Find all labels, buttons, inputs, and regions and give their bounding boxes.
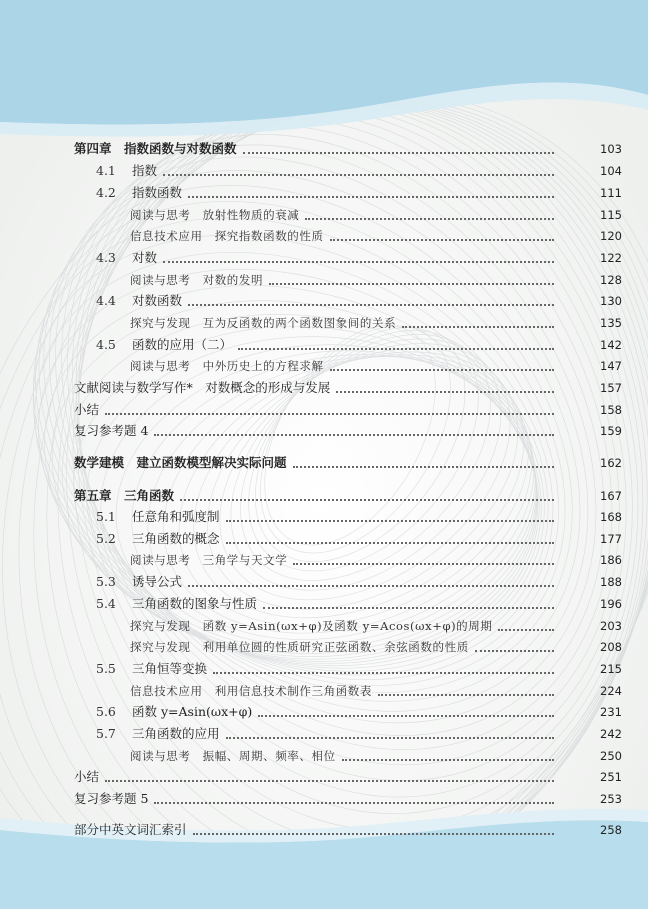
dot-leader	[188, 584, 554, 587]
dot-leader	[330, 238, 554, 241]
entry-title: 信息技术应用 利用信息技术制作三角函数表	[130, 684, 372, 698]
section-number: 4.2	[96, 185, 116, 200]
page-number: 135	[600, 316, 622, 330]
page-number: 242	[600, 727, 622, 741]
dot-leader	[193, 832, 554, 835]
page-number: 251	[600, 770, 622, 784]
toc-entry[interactable]	[0, 485, 648, 507]
page-number: 111	[600, 186, 622, 200]
page-number: 122	[600, 251, 622, 265]
section-number: 4.1	[96, 163, 116, 178]
entry-title: 函数 y=Asin(ωx+φ)	[132, 704, 253, 719]
dot-leader	[243, 151, 554, 154]
dot-leader	[238, 347, 554, 350]
page-number: 231	[600, 705, 622, 719]
page-number: 188	[600, 575, 622, 589]
dot-leader	[263, 606, 554, 609]
page-number: 168	[600, 510, 622, 524]
page-number: 130	[600, 294, 622, 308]
dot-leader	[163, 173, 554, 176]
toc-entry[interactable]	[0, 377, 648, 399]
dot-leader	[258, 714, 554, 717]
toc-entry[interactable]	[0, 312, 648, 334]
toc-entry[interactable]	[0, 290, 648, 312]
dot-leader	[154, 801, 554, 804]
toc-entry[interactable]	[0, 788, 648, 810]
entry-title: 阅读与思考 放射性物质的衰减	[130, 208, 300, 222]
page-number: 159	[600, 424, 622, 438]
entry-title: 阅读与思考 对数的发明	[130, 273, 264, 287]
toc-entry[interactable]	[0, 615, 648, 637]
entry-title: 信息技术应用 探究指数函数的性质	[130, 229, 324, 243]
toc-entry[interactable]	[0, 452, 648, 474]
dot-leader	[378, 693, 554, 696]
page-number: 128	[600, 273, 622, 287]
toc-entry[interactable]	[0, 334, 648, 356]
section-number: 5.7	[96, 726, 116, 741]
toc-entry[interactable]	[0, 593, 648, 615]
page-number: 186	[600, 553, 622, 567]
entry-title: 三角函数的概念	[132, 531, 220, 546]
page-number: 203	[600, 619, 622, 633]
dot-leader	[226, 519, 554, 522]
entry-title: 复习参考题 4	[74, 423, 149, 438]
toc-entry[interactable]	[0, 269, 648, 291]
toc-entry[interactable]	[0, 723, 648, 745]
page-number: 215	[600, 662, 622, 676]
entry-title: 对数	[132, 250, 158, 265]
dot-leader	[226, 541, 554, 544]
page-number: 177	[600, 532, 622, 546]
dot-leader	[180, 498, 554, 501]
entry-title: 第五章 三角函数	[74, 488, 175, 503]
toc-entry[interactable]	[0, 766, 648, 788]
toc-entry[interactable]	[0, 819, 648, 841]
toc-entry[interactable]	[0, 420, 648, 442]
dot-leader	[188, 303, 554, 306]
section-number: 5.6	[96, 704, 116, 719]
entry-title: 三角函数的应用	[132, 726, 220, 741]
page-number: 115	[600, 208, 622, 222]
entry-title: 对数函数	[132, 293, 183, 308]
toc-entry[interactable]	[0, 636, 648, 658]
section-number: 4.5	[96, 337, 116, 352]
toc-entry[interactable]	[0, 138, 648, 160]
entry-title: 阅读与思考 振幅、周期、频率、相位	[130, 749, 336, 763]
toc-entry[interactable]	[0, 549, 648, 571]
toc-entry[interactable]	[0, 355, 648, 377]
toc-entry[interactable]	[0, 658, 648, 680]
section-number: 5.3	[96, 574, 116, 589]
page-number: 157	[600, 381, 622, 395]
page-number: 224	[600, 684, 622, 698]
page-number: 162	[600, 456, 622, 470]
entry-title: 小结	[74, 402, 100, 417]
dot-leader	[336, 390, 554, 393]
section-number: 5.4	[96, 596, 116, 611]
entry-title: 探究与发现 互为反函数的两个函数图象间的关系	[130, 316, 397, 330]
page-number: 258	[600, 823, 622, 837]
section-number: 4.4	[96, 293, 116, 308]
dot-leader	[330, 368, 554, 371]
toc-entry[interactable]	[0, 701, 648, 723]
page-number: 250	[600, 749, 622, 763]
dot-leader	[293, 562, 554, 565]
page-number: 196	[600, 597, 622, 611]
page-number: 103	[600, 142, 622, 156]
section-number: 4.3	[96, 250, 116, 265]
entry-title: 阅读与思考 中外历史上的方程求解	[130, 359, 324, 373]
dot-leader	[475, 649, 554, 652]
toc-entry[interactable]	[0, 506, 648, 528]
dot-leader	[163, 260, 554, 263]
section-number: 5.2	[96, 531, 116, 546]
page-number: 120	[600, 229, 622, 243]
dot-leader	[105, 779, 554, 782]
toc-entry[interactable]	[0, 182, 648, 204]
dot-leader	[269, 282, 554, 285]
entry-title: 探究与发现 利用单位圆的性质研究正弦函数、余弦函数的性质	[130, 640, 469, 654]
dot-leader	[402, 325, 554, 328]
entry-title: 数学建模 建立函数模型解决实际问题	[74, 455, 287, 470]
entry-title: 诱导公式	[132, 574, 183, 589]
entry-title: 小结	[74, 769, 100, 784]
page-number: 167	[600, 489, 622, 503]
page-number: 104	[600, 164, 622, 178]
entry-title: 三角恒等变换	[132, 661, 208, 676]
section-number: 5.1	[96, 509, 116, 524]
dot-leader	[305, 217, 554, 220]
toc-entry[interactable]	[0, 680, 648, 702]
page-number: 142	[600, 338, 622, 352]
entry-title: 阅读与思考 三角学与天文学	[130, 553, 288, 567]
entry-title: 函数的应用（二）	[132, 337, 233, 352]
toc-entry[interactable]	[0, 247, 648, 269]
dot-leader	[498, 628, 554, 631]
toc-entry[interactable]	[0, 528, 648, 550]
dot-leader	[226, 736, 554, 739]
dot-leader	[188, 195, 554, 198]
entry-title: 指数	[132, 163, 158, 178]
entry-title: 第四章 指数函数与对数函数	[74, 141, 237, 156]
toc-entry[interactable]	[0, 745, 648, 767]
toc-entry[interactable]	[0, 160, 648, 182]
entry-title: 探究与发现 函数 y=Asin(ωx+φ)及函数 y=Acos(ωx+φ)的周期	[130, 619, 493, 633]
entry-title: 部分中英文词汇索引	[74, 822, 187, 837]
toc-entry[interactable]	[0, 399, 648, 421]
toc-entry[interactable]	[0, 204, 648, 226]
dot-leader	[293, 465, 554, 468]
entry-title: 三角函数的图象与性质	[132, 596, 258, 611]
dot-leader	[154, 433, 554, 436]
entry-title: 文献阅读与数学写作* 对数概念的形成与发展	[74, 380, 331, 395]
toc-entry[interactable]	[0, 225, 648, 247]
entry-title: 复习参考题 5	[74, 791, 149, 806]
dot-leader	[213, 671, 554, 674]
dot-leader	[105, 412, 554, 415]
page-number: 253	[600, 792, 622, 806]
toc-entry[interactable]	[0, 571, 648, 593]
page-number: 147	[600, 359, 622, 373]
section-number: 5.5	[96, 661, 116, 676]
dot-leader	[342, 758, 554, 761]
page-number: 158	[600, 403, 622, 417]
entry-title: 任意角和弧度制	[132, 509, 220, 524]
page-number: 208	[600, 640, 622, 654]
entry-title: 指数函数	[132, 185, 183, 200]
